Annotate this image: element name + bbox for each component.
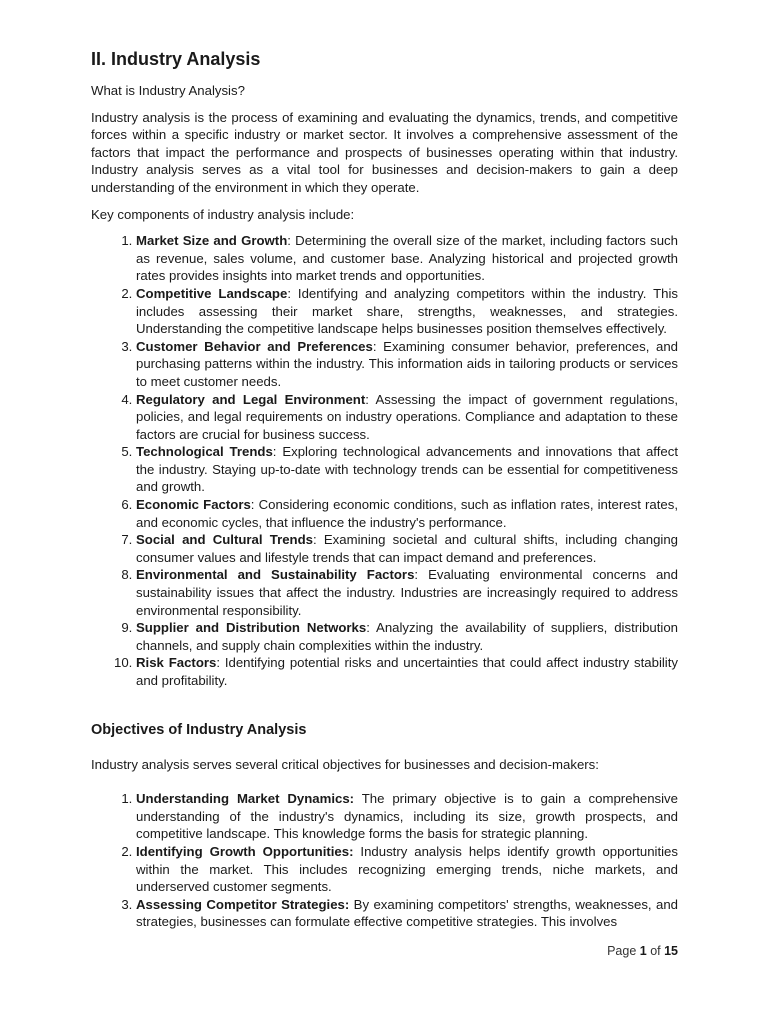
objectives-intro: Industry analysis serves several critical objectives for businesses and decision-makers: — [91, 756, 599, 772]
list-item — [136, 619, 678, 654]
list-item-term: Technological Trends — [136, 444, 273, 460]
list-item-term: Identifying Growth Opportunities: — [136, 843, 354, 859]
list-item-term: Social and Cultural Trends — [136, 532, 313, 548]
list-item-term: Understanding Market Dynamics: — [136, 791, 355, 807]
total-pages: 15 — [664, 944, 678, 958]
list-item — [136, 496, 678, 531]
list-item — [136, 338, 678, 391]
list-item-text: : Examining consumer behavior, preferences, and purchasing patterns within the industry. This information aids in tailoring products or services to meet customer needs. — [136, 338, 678, 389]
list-item — [136, 531, 678, 566]
list-item-text: : Assessing the impact of government regulations, policies, and legal requirements on industry operations. Compliance and adaptation to these factors are crucial for business success. — [136, 391, 678, 442]
list-item-text: : Analyzing the availability of suppliers, distribution channels, and supply chain complexities within the industry. — [136, 620, 678, 653]
components-intro: Key components of industry analysis include: — [91, 206, 355, 222]
list-item-term: Regulatory and Legal Environment — [136, 391, 366, 407]
list-item-text: : Examining societal and cultural shifts, including changing consumer values and lifestyle trends that can impact demand and preferences. — [136, 532, 678, 565]
list-item-term: Competitive Landscape — [136, 285, 288, 301]
list-item-term: Assessing Competitor Strategies: — [136, 896, 350, 912]
list-item — [136, 285, 678, 338]
page-label: Page — [607, 944, 640, 958]
question-line: What is Industry Analysis? — [91, 83, 245, 98]
definition-paragraph: Industry analysis is the process of examining and evaluating the dynamics, trends, and competitive forces within a specific industry or market sector. It involves a comprehensive assessment of the factors that impact the performance and prospects of businesses operating within that industry. Industry analysis serves as a vital tool for businesses and decision-makers to gain a deep understanding of the environment in which they operate. — [91, 109, 678, 195]
list-item-text: : Evaluating environmental concerns and sustainability issues that affect the industry. Industries are increasingly required to address environmental responsibility. — [136, 567, 678, 618]
list-item — [136, 654, 678, 689]
components-list — [91, 232, 678, 689]
list-item — [136, 232, 678, 285]
list-item — [136, 896, 678, 931]
list-item-term: Risk Factors — [136, 655, 217, 671]
list-item-text: Industry analysis helps identify growth opportunities within the market. This includes recognizing emerging trends, niche markets, and underserved customer segments. — [136, 843, 678, 895]
objectives-heading: Objectives of Industry Analysis — [91, 721, 307, 738]
list-item-text: : Determining the overall size of the market, including factors such as revenue, sales volume, and customer base. Analyzing historical and projected growth rates provides insights into market trends and opportunities. — [136, 233, 678, 284]
list-item — [136, 790, 678, 843]
list-item-term: Economic Factors — [136, 497, 251, 513]
current-page: 1 — [639, 944, 647, 958]
list-item — [136, 391, 678, 444]
list-item-text: The primary objective is to gain a comprehensive understanding of the industry's dynamics, including its size, growth prospects, and competitive landscape. This knowledge forms the basis for strategic planning. — [136, 791, 678, 842]
list-item-term: Market Size and Growth — [136, 233, 288, 249]
list-item-text: : Considering economic conditions, such as inflation rates, interest rates, and economic cycles, that influence the industry's performance. — [136, 497, 678, 530]
page-number-footer — [607, 944, 678, 958]
objectives-list — [91, 790, 678, 931]
list-item-term: Supplier and Distribution Networks — [136, 620, 367, 636]
list-item — [136, 566, 678, 619]
list-item-term: Customer Behavior and Preferences — [136, 338, 373, 354]
page-title: II. Industry Analysis — [91, 49, 261, 69]
list-item — [136, 843, 678, 896]
list-item-text: : Exploring technological advancements and innovations that affect the industry. Staying up-to-date with technology trends can be essential for competitiveness and growth. — [136, 444, 678, 495]
list-item-text: : Identifying and analyzing competitors within the industry. This includes assessing their market share, strengths, weaknesses, and strategies. Understanding the competitive landscape helps businesses position themselves effectively. — [136, 285, 679, 337]
page-of-label: of — [646, 944, 665, 958]
list-item — [136, 443, 678, 496]
list-item-text: : Identifying potential risks and uncertainties that could affect industry stability and profitability. — [136, 655, 678, 688]
list-item-text: By examining competitors' strengths, weaknesses, and strategies, businesses can formulate effective competitive strategies. This involves — [136, 896, 678, 930]
list-item-term: Environmental and Sustainability Factors — [136, 567, 415, 583]
document-page — [91, 40, 678, 931]
